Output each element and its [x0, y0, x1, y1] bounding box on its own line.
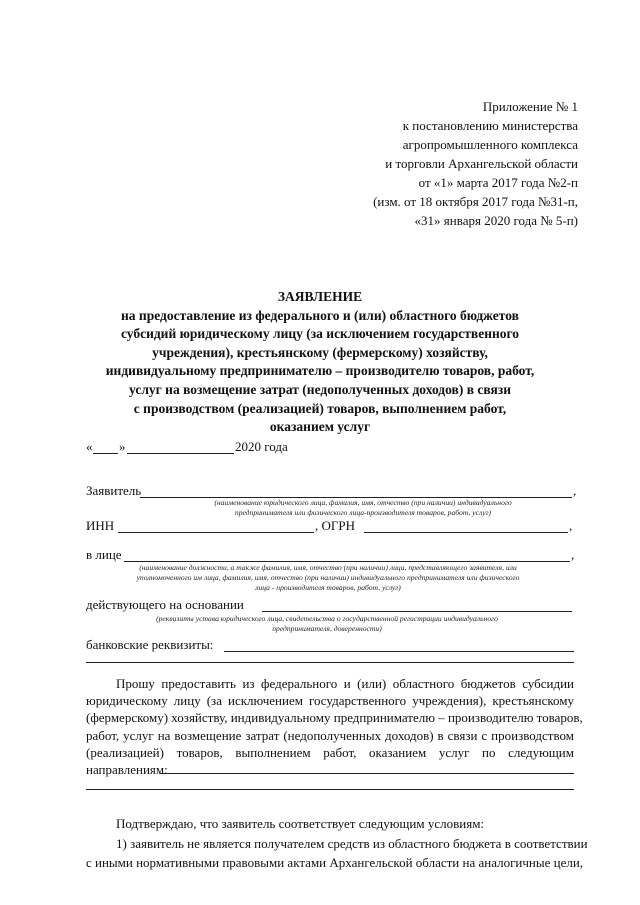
appendix-line: агропромышленного комплекса	[402, 137, 578, 152]
appendix-line: (изм. от 18 октября 2017 года №31-п,	[373, 194, 578, 209]
date-close-quote: »	[119, 439, 126, 454]
date-year-text: 2020 года	[235, 439, 288, 454]
title-line: учреждения), крестьянскому (фермерскому) хозяйству,	[152, 344, 488, 360]
basis-input-line[interactable]	[262, 611, 572, 612]
title-heading: ЗАЯВЛЕНИЕ	[277, 289, 363, 304]
inn-input-line[interactable]	[118, 532, 314, 533]
confirm-intro: Подтверждаю, что заявитель соответствует следующим условиям:	[116, 816, 485, 831]
day-input-line[interactable]	[93, 453, 118, 454]
bank-label: банковские реквизиты:	[86, 637, 214, 652]
title-line: на предоставление из федерального и (или) областного бюджетов	[121, 307, 519, 323]
ogrn-label: , ОГРН	[315, 518, 356, 533]
title-line: услуг на возмещение затрат (недополученных доходов) в связи	[129, 381, 511, 397]
document-title	[60, 288, 580, 437]
representative-note	[78, 563, 578, 593]
request-paragraph	[86, 675, 583, 778]
ogrn-input-line[interactable]	[364, 532, 568, 533]
basis-label: действующего на основании	[86, 597, 244, 612]
applicant-trailing: ,	[573, 483, 577, 498]
representative-label: в лице	[86, 547, 122, 562]
confirm-line: 1) заявитель не является получателем средств из областного бюджета в соответствии	[116, 836, 588, 851]
title-line: индивидуальному предпринимателю – производителю товаров, работ,	[105, 363, 535, 379]
request-line: (реализацией) товаров, выполнением работ, оказанием услуг по следующим	[86, 744, 574, 760]
representative-input-line[interactable]	[124, 561, 570, 562]
representative-trailing: ,	[571, 547, 575, 562]
inn-label: ИНН	[86, 518, 115, 533]
title-line: субсидий юридическому лицу (за исключением государственного	[120, 326, 520, 342]
confirm-line: с иными нормативными правовыми актами Архангельской области на аналогичные цели,	[86, 855, 584, 870]
request-line: юридическому лицу (за исключением государственного учреждения), крестьянскому	[86, 693, 574, 709]
appendix-line: и торговли Архангельской области	[385, 156, 578, 171]
confirm-item-1	[86, 834, 588, 872]
directions-input-line-2[interactable]	[86, 789, 574, 790]
appendix-line: от «1» марта 2017 года №2-п	[418, 175, 578, 190]
bank-input-line-2[interactable]	[86, 662, 574, 663]
request-line: (фермерскому) хозяйству, индивидуальному предпринимателю – производителю товаров,	[86, 710, 583, 726]
date-open-quote: «	[86, 439, 93, 454]
appendix-line: «31» января 2020 года № 5-п)	[414, 213, 578, 228]
request-line: работ, услуг на возмещение затрат (недополученных доходов) в связи с производством	[86, 727, 574, 743]
ids-trailing: ,	[569, 518, 573, 533]
basis-note	[92, 614, 562, 634]
month-input-line[interactable]	[127, 453, 234, 454]
directions-input-line[interactable]	[160, 773, 574, 774]
applicant-label: Заявитель	[86, 483, 142, 498]
note-line: лица - производителя товаров, работ, услуг)	[255, 583, 401, 592]
note-line: (наименование должности, а также фамилия, имя, отчество (при наличии) лица, представляющего заявителя, или	[139, 563, 517, 572]
note-line: предпринимателя или физического лица-производителя товаров, работ, услуг)	[234, 508, 492, 517]
note-line: (реквизиты устава юридического лица, свидетельства о государственной регистрации индивидуального	[156, 614, 498, 623]
title-line: с производством (реализацией) товаров, выполнением работ,	[133, 400, 507, 416]
bank-input-line[interactable]	[224, 651, 574, 652]
request-line-last: направлениям:	[86, 762, 168, 778]
appendix-line: Приложение № 1	[482, 99, 578, 114]
request-line: Прошу предоставить из федерального и (или) областного бюджетов субсидии	[116, 676, 574, 691]
applicant-note	[140, 498, 586, 518]
note-line: предпринимателя, доверенности)	[272, 624, 382, 633]
note-line: (наименование юридического лица, фамилия, имя, отчество (при наличии) индивидуального	[214, 498, 512, 507]
note-line: уполномоченного им лица, фамилия, имя, отчество (при наличии) индивидуального предпринимателя или физического	[136, 573, 520, 582]
appendix-line: к постановлению министерства	[402, 118, 578, 133]
title-line: оказанием услуг	[269, 419, 371, 435]
